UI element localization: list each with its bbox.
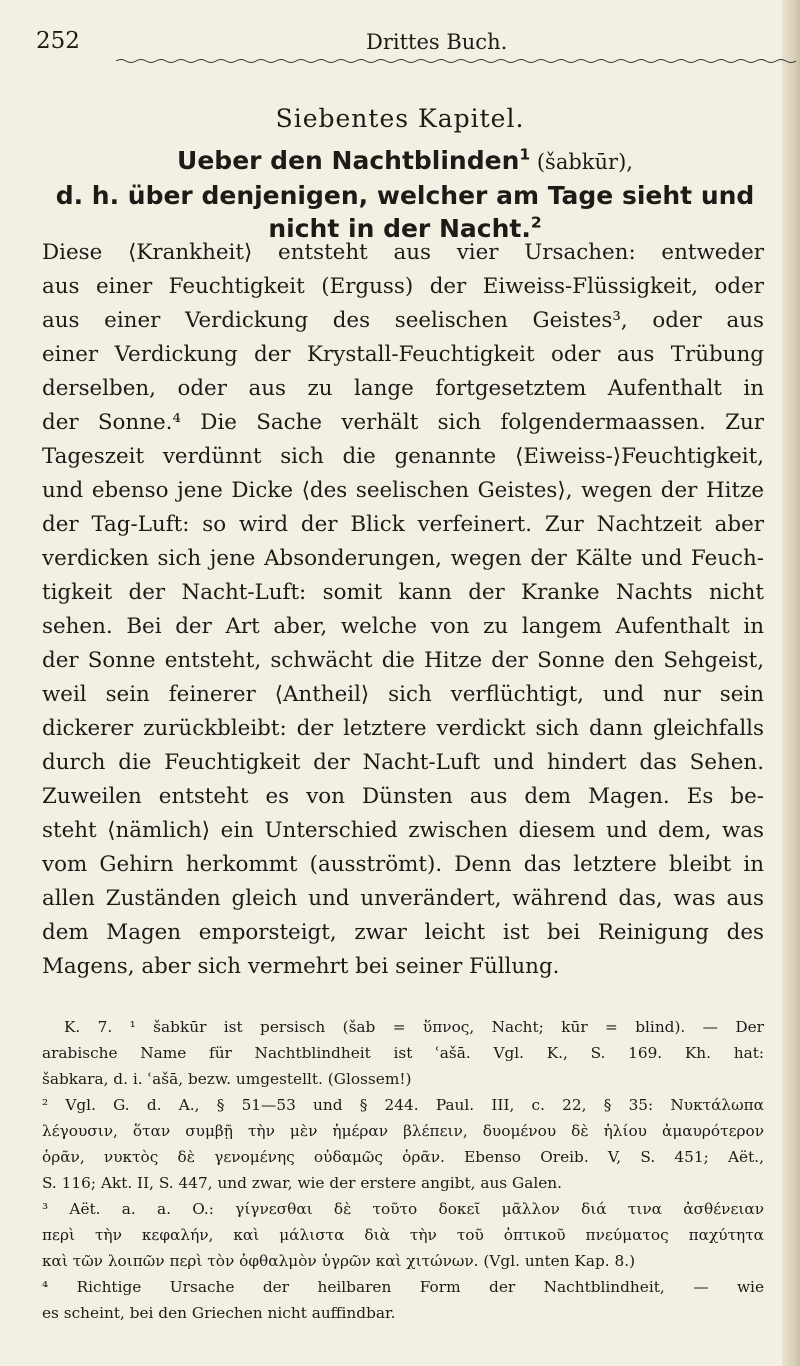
footnote-ref-2: 2 (530, 213, 542, 232)
body-line: der Sonne.⁴ Die Sache verhält sich folgendermaassen. Zur (42, 410, 764, 435)
body-line: steht ⟨nämlich⟩ ein Unterschied zwischen diesem und dem, was (42, 818, 764, 843)
body-text (42, 236, 764, 984)
footnote-line: καὶ τῶν λοιπῶν περὶ τὸν ὀφθαλμὸν ὑγρῶν καὶ χιτώνων. (Vgl. unten Kap. 8.) (42, 1252, 636, 1270)
body-line: dickerer zurückbleibt: der letztere verdickt sich dann gleichfalls (42, 716, 764, 741)
footnote-line: arabische Name für Nachtblindheit ist ʿašā. Vgl. K., S. 169. Kh. hat: (42, 1044, 764, 1062)
footnote-line: es scheint, bei den Griechen nicht auffindbar. (42, 1304, 396, 1322)
running-title: Drittes Buch. (366, 30, 508, 54)
body-line: tigkeit der Nacht-Luft: somit kann der Kranke Nachts nicht (42, 580, 764, 605)
footnote-line: λέγουσιν, ὅταν συμβῇ τὴν μὲν ἡμέραν βλέπειν, δυομένου δὲ ἡλίου ἀμαυρότερον (42, 1122, 764, 1140)
footnote-ref-1: 1 (519, 145, 531, 164)
body-line: Magens, aber sich vermehrt bei seiner Füllung. (42, 954, 560, 979)
body-line: der Tag-Luft: so wird der Blick verfeinert. Zur Nachtzeit aber (42, 512, 764, 537)
title-transliteration: (šabkūr), (530, 150, 633, 174)
body-line: durch die Feuchtigkeit der Nacht-Luft und hindert das Sehen. (42, 750, 764, 775)
running-head (36, 28, 756, 60)
body-line: derselben, oder aus zu lange fortgesetztem Aufenthalt in (42, 376, 764, 401)
footnote-line: ⁴ Richtige Ursache der heilbaren Form der Nachtblindheit, — wie (42, 1278, 764, 1296)
title-end: nicht in der Nacht. (268, 214, 531, 243)
body-line: allen Zuständen gleich und unverändert, während das, was aus (42, 886, 764, 911)
page-number: 252 (36, 28, 80, 54)
body-line: weil sein feinerer ⟨Antheil⟩ sich verflüchtigt, und nur sein (42, 682, 764, 707)
body-line: einer Verdickung der Krystall-Feuchtigkeit oder aus Trübung (42, 342, 764, 367)
footnote-line: ² Vgl. G. d. A., § 51—53 und § 244. Paul. III, c. 22, § 35: Νυκτάλωπα (42, 1096, 764, 1114)
footnote-line: ὁρᾶν, νυκτὸς δὲ γενομένης οὐδαμῶς ὁρᾶν. Ebenso Oreib. V, S. 451; Aët., (42, 1148, 764, 1166)
body-line: aus einer Verdickung des seelischen Geistes³, oder aus (42, 308, 764, 333)
footnote-line: S. 116; Akt. II, S. 447, und zwar, wie der erstere angibt, aus Galen. (42, 1174, 563, 1192)
chapter-title (40, 144, 770, 245)
footnote-line: K. 7. ¹ šabkūr ist persisch (šab = ὕπνος, Nacht; kūr = blind). — Der (64, 1018, 764, 1036)
chapter-heading: Siebentes Kapitel. (275, 104, 525, 133)
body-line: verdicken sich jene Absonderungen, wegen der Kälte und Feuch- (42, 546, 764, 571)
body-line: der Sonne entsteht, schwächt die Hitze der Sonne den Sehgeist, (42, 648, 764, 673)
footnotes (42, 1014, 764, 1326)
body-line: Diese ⟨Krankheit⟩ entsteht aus vier Ursachen: entweder (42, 240, 764, 265)
body-line: dem Magen emporsteigt, zwar leicht ist bei Reinigung des (42, 920, 764, 945)
page-edge (782, 0, 800, 1366)
footnote-line: ³ Aët. a. a. O.: γίγνεσθαι δὲ τοῦτο δοκεῖ μᾶλλον διά τινα ἀσθένειαν (42, 1200, 764, 1218)
title-line-1 (40, 144, 770, 179)
body-line: vom Gehirn herkommt (ausströmt). Denn das letztere bleibt in (42, 852, 764, 877)
title-line-2: d. h. über denjenigen, welcher am Tage sieht und (55, 181, 755, 210)
footnote-line: περὶ τὴν κεφαλήν, καὶ μάλιστα διὰ τὴν τοῦ ὀπτικοῦ πνεύματος παχύτητα (42, 1226, 764, 1244)
body-line: aus einer Feuchtigkeit (Erguss) der Eiweiss-Flüssigkeit, oder (42, 274, 764, 299)
body-line: Zuweilen entsteht es von Dünsten aus dem Magen. Es be- (42, 784, 764, 809)
body-line: Tageszeit verdünnt sich die genannte ⟨Eiweiss-⟩Feuchtigkeit, (42, 444, 764, 469)
body-line: sehen. Bei der Art aber, welche von zu langem Aufenthalt in (42, 614, 764, 639)
title-main: Ueber den Nachtblinden (177, 146, 520, 175)
body-line: und ebenso jene Dicke ⟨des seelischen Geistes⟩, wegen der Hitze (42, 478, 764, 503)
footnote-line: šabkara, d. i. ʿašā, bezw. umgestellt. (Glossem!) (42, 1070, 412, 1088)
wavy-rule (116, 58, 796, 64)
